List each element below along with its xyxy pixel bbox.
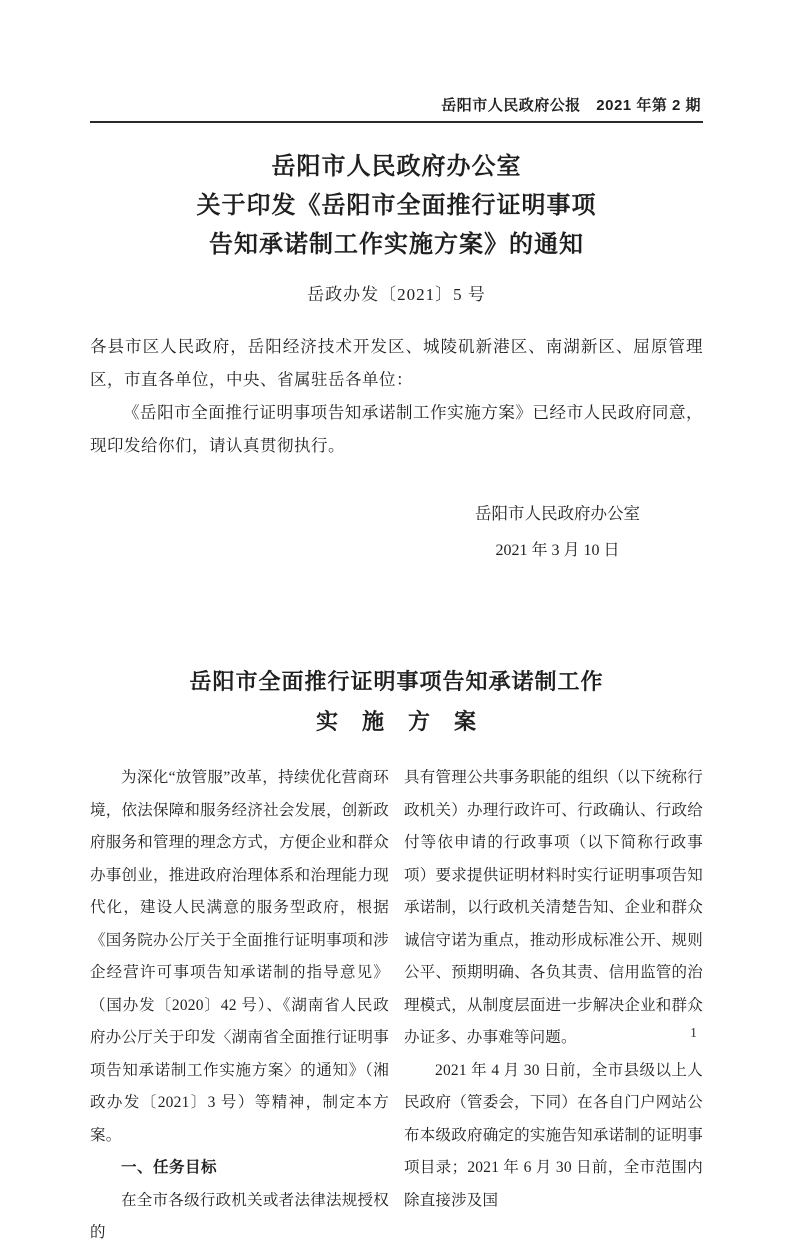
page-number: 1	[690, 1026, 697, 1041]
plan-right-column	[404, 762, 703, 1250]
notice-body-paragraph: 《岳阳市全面推行证明事项告知承诺制工作实施方案》已经市人民政府同意，现印发给你们，请认真贯彻执行。	[90, 403, 703, 455]
plan-title-line-1: 岳阳市全面推行证明事项告知承诺制工作	[189, 669, 604, 694]
plan-title-line-2: 实 施 方 案	[315, 709, 477, 734]
plan-paragraph-task-start: 在全市各级行政机关或者法律法规授权的	[90, 1191, 389, 1241]
notice-title	[90, 148, 703, 265]
plan-paragraph-intro: 为深化“放管服”改革，持续优化营商环境，依法保障和服务经济社会发展，创新政府服务和管理的理念方式，方便企业和群众办事创业，推进政府治理体系和治理能力现代化，建设人民满意的服务型政府，根据《国务院办公厅关于全面推行证明事项和涉企经营许可事项告知承诺制的指导意见》（国办发〔2020〕42 号）、《湖南省人民政府办公厅关于印发〈湖南省全面推行证明事项告知承诺制工作实施方案〉的通知》（湘政办发〔2021〕3 号）等精神，制定本方案。	[90, 769, 389, 1144]
notice-body	[90, 330, 703, 462]
notice-title-line-3: 告知承诺制工作实施方案》的通知	[209, 232, 584, 258]
plan-paragraph-task-continued: 具有管理公共事务职能的组织（以下统称行政机关）办理行政许可、行政确认、行政给付等依申请的行政事项（以下简称行政事项）要求提供证明材料时实行证明事项告知承诺制，以行政机关清楚告知、企业和群众诚信守诺为重点，推动形成标准公开、规则公平、预期明确、各负其责、信用监管的治理模式，从制度层面进一步解决企业和群众办证多、办事难等问题。	[404, 769, 703, 1046]
notice-title-line-1: 岳阳市人民政府办公室	[271, 154, 522, 180]
plan-left-column	[90, 762, 389, 1250]
signature-date: 2021 年 3 月 10 日	[495, 542, 620, 559]
notice-title-line-2: 关于印发《岳阳市全面推行证明事项	[196, 193, 597, 219]
document-number: 岳政办发〔2021〕5 号	[307, 285, 486, 304]
signature-block	[475, 500, 640, 560]
gazette-running-head	[90, 94, 703, 123]
gazette-title: 岳阳市人民政府公报 2021 年第 2 期	[441, 97, 701, 114]
plan-paragraph-timeline: 2021 年 4 月 30 日前，全市县级以上人民政府（管委会，下同）在各自门户网站公布本级政府确定的实施告知承诺制的证明事项目录；2021 年 6 月 30 日前，全市范围内除直接涉及国	[404, 1061, 703, 1209]
notice-salutation: 各县市区人民政府，岳阳经济技术开发区、城陵矶新港区、南湖新区、屈原管理区，市直各单位，中央、省属驻岳各单位：	[90, 337, 703, 389]
signature-issuer: 岳阳市人民政府办公室	[475, 504, 640, 523]
plan-title	[90, 560, 703, 742]
section-heading-task-goals: 一、任务目标	[121, 1159, 218, 1176]
plan-body-columns	[90, 762, 703, 1250]
